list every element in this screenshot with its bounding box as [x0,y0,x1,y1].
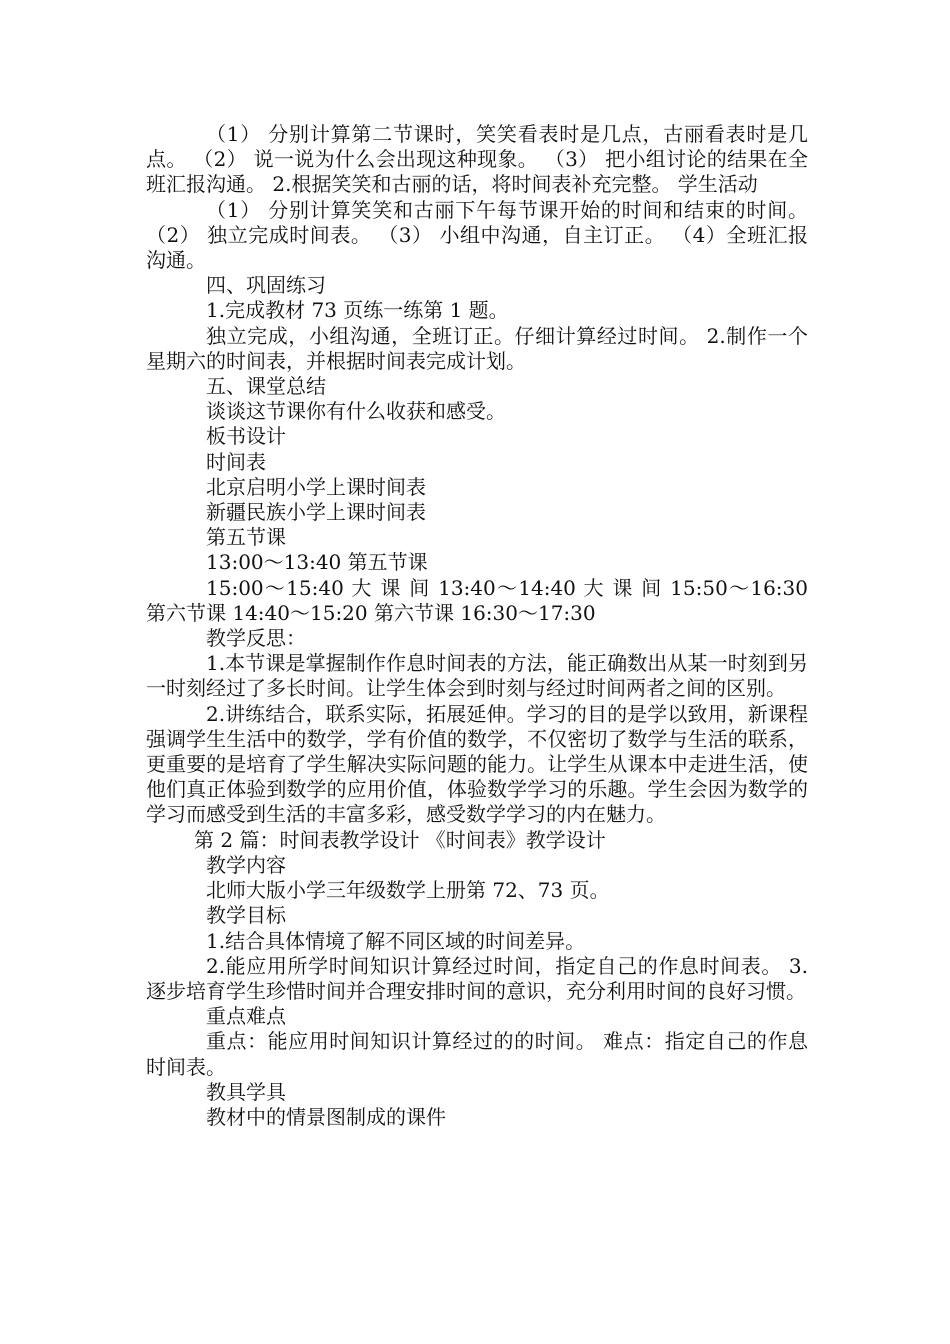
paragraph-beijing-timetable: 北京启明小学上课时间表 [206,474,426,499]
heading-key-points: 重点难点 [206,1004,286,1029]
heading-part-2: 第 2 篇：时间表教学设计 《时间表》教学设计 [194,827,606,852]
paragraph-reflection-1: 1.本节课是掌握制作作息时间表的方法，能正确数出从某一时刻到另一时刻经过了多长时间。让学生体会到时刻与经过时间两者之间的区别。 [146,651,808,701]
paragraph-time-schedule: 15:00～15:40 大 课 间 13:40～14:40 大 课 间 15:50～16:30 第六节课 14:40～15:20 第六节课 16:30～17:30 [146,575,808,625]
paragraph-reflection-2: 2.讲练结合，联系实际，拓展延伸。学习的目的是学以致用，新课程强调学生生活中的数学，学有价值的数学，不仅密切了数学与生活的联系，更重要的是培育了学生解决实际问题的能力。让学生从课本中走进生活，使他们真正体验到数学的应用价值，体验数学学习的乐趣。学生会因为数学的学习而感受到生活的丰富多彩，感受数学学习的内在魅力。 [146,701,808,827]
paragraph-xinjiang-timetable: 新疆民族小学上课时间表 [206,500,426,525]
paragraph-goal-1: 1.结合具体情境了解不同区域的时间差异。 [206,928,586,953]
paragraph-calc-second-class: （1） 分别计算第二节课时，笑笑看表时是几点，古丽看表时是几点。 （2） 说一说为什么会出现这种现象。 （3） 把小组讨论的结果在全班汇报沟通。 2.根据笑笑和古丽的话，将时间表补充完整。 学生活动 [146,122,808,197]
paragraph-student-activity: （1） 分别计算笑笑和古丽下午每节课开始的时间和结束的时间。（2） 独立完成时间表。 （3） 小组中沟通，自主订正。 （4）全班汇报沟通。 [146,197,808,273]
heading-timetable: 时间表 [206,449,266,474]
paragraph-independent-work: 独立完成，小组沟通，全班订正。仔细计算经过时间。 2.制作一个星期六的时间表，并根据时间表完成计划。 [146,323,808,373]
paragraph-textbook-exercise: 1.完成教材 73 页练一练第 1 题。 [206,298,509,323]
paragraph-textbook-pages: 北师大版小学三年级数学上册第 72、73 页。 [206,878,610,903]
heading-teaching-content: 教学内容 [206,852,286,877]
document-body [146,122,808,1130]
heading-board-design: 板书设计 [206,424,286,449]
paragraph-reflection-prompt: 谈谈这节课你有什么收获和感受。 [206,399,506,424]
heading-class-summary: 五、课堂总结 [206,374,326,399]
heading-teaching-reflection: 教学反思： [206,626,306,651]
heading-consolidation-practice: 四、巩固练习 [206,273,326,298]
paragraph-fifth-class: 第五节课 [206,525,286,550]
heading-teaching-aids: 教具学具 [206,1079,286,1104]
heading-teaching-goals: 教学目标 [206,903,286,928]
paragraph-goal-2-3: 2.能应用所学时间知识计算经过时间，指定自己的作息时间表。 3.逐步培育学生珍惜时间并合理安排时间的意识，充分利用时间的良好习惯。 [146,953,808,1003]
paragraph-key-difficult: 重点：能应用时间知识计算经过的的时间。 难点：指定自己的作息时间表。 [146,1029,808,1079]
paragraph-time-fifth-class: 13:00～13:40 第五节课 [206,550,428,575]
paragraph-courseware: 教材中的情景图制成的课件 [206,1104,446,1129]
